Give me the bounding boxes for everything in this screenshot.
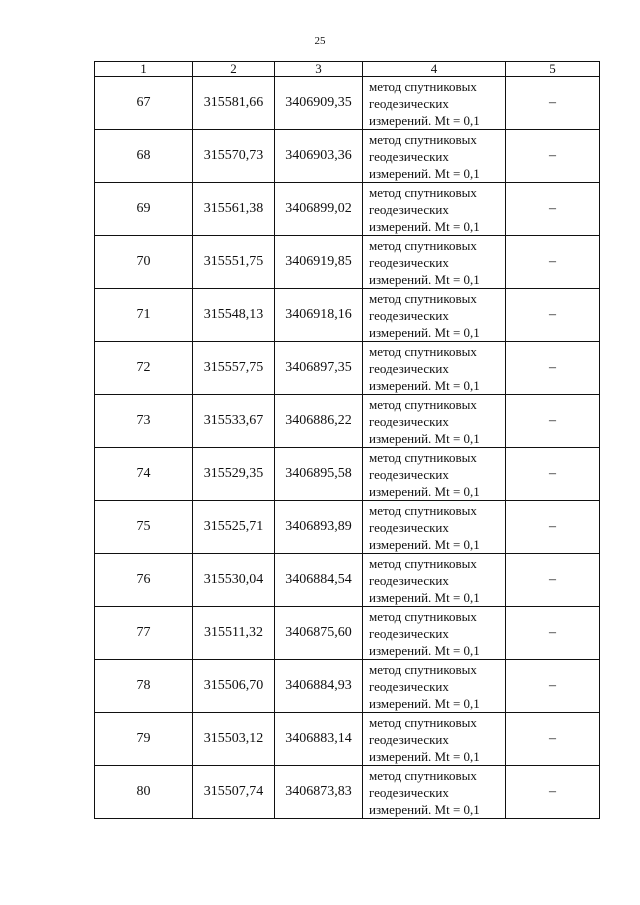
x-coordinate-cell: 315530,04 bbox=[193, 554, 275, 607]
table-body bbox=[95, 77, 600, 819]
coordinates-table bbox=[94, 61, 600, 819]
extra-cell: – bbox=[506, 395, 600, 448]
x-coordinate-cell: 315548,13 bbox=[193, 289, 275, 342]
method-line: измерений. Mt = 0,1 bbox=[369, 324, 480, 340]
method-cell bbox=[363, 501, 506, 554]
x-coordinate-cell: 315561,38 bbox=[193, 183, 275, 236]
extra-cell: – bbox=[506, 448, 600, 501]
extra-cell: – bbox=[506, 501, 600, 554]
y-coordinate-cell: 3406883,14 bbox=[275, 713, 363, 766]
y-coordinate-cell: 3406903,36 bbox=[275, 130, 363, 183]
table-row bbox=[95, 183, 600, 236]
method-cell bbox=[363, 130, 506, 183]
x-coordinate-cell: 315570,73 bbox=[193, 130, 275, 183]
y-coordinate-cell: 3406909,35 bbox=[275, 77, 363, 130]
extra-cell: – bbox=[506, 713, 600, 766]
method-line: геодезических bbox=[369, 784, 449, 800]
y-coordinate-cell: 3406918,16 bbox=[275, 289, 363, 342]
method-line: геодезических bbox=[369, 413, 449, 429]
method-cell bbox=[363, 766, 506, 819]
method-cell bbox=[363, 342, 506, 395]
point-number-cell: 74 bbox=[95, 448, 193, 501]
method-line: геодезических bbox=[369, 254, 449, 270]
method-cell bbox=[363, 448, 506, 501]
extra-cell: – bbox=[506, 130, 600, 183]
method-line: метод спутниковых bbox=[369, 78, 477, 94]
method-line: измерений. Mt = 0,1 bbox=[369, 748, 480, 764]
point-number-cell: 71 bbox=[95, 289, 193, 342]
table-row bbox=[95, 236, 600, 289]
y-coordinate-cell: 3406886,22 bbox=[275, 395, 363, 448]
method-cell bbox=[363, 660, 506, 713]
x-coordinate-cell: 315503,12 bbox=[193, 713, 275, 766]
method-line: метод спутниковых bbox=[369, 237, 477, 253]
extra-cell: – bbox=[506, 660, 600, 713]
column-header: 1 bbox=[95, 62, 193, 77]
method-line: геодезических bbox=[369, 466, 449, 482]
table-row bbox=[95, 77, 600, 130]
method-cell bbox=[363, 183, 506, 236]
method-line: метод спутниковых bbox=[369, 290, 477, 306]
method-line: геодезических bbox=[369, 307, 449, 323]
extra-cell: – bbox=[506, 77, 600, 130]
point-number-cell: 72 bbox=[95, 342, 193, 395]
method-line: метод спутниковых bbox=[369, 555, 477, 571]
point-number-cell: 70 bbox=[95, 236, 193, 289]
method-line: геодезических bbox=[369, 95, 449, 111]
table-row bbox=[95, 713, 600, 766]
y-coordinate-cell: 3406873,83 bbox=[275, 766, 363, 819]
extra-cell: – bbox=[506, 289, 600, 342]
table-row bbox=[95, 501, 600, 554]
extra-cell: – bbox=[506, 342, 600, 395]
point-number-cell: 73 bbox=[95, 395, 193, 448]
method-cell bbox=[363, 77, 506, 130]
method-line: измерений. Mt = 0,1 bbox=[369, 642, 480, 658]
method-line: геодезических bbox=[369, 201, 449, 217]
method-cell bbox=[363, 554, 506, 607]
extra-cell: – bbox=[506, 554, 600, 607]
page-number: 25 bbox=[314, 35, 326, 47]
method-cell bbox=[363, 607, 506, 660]
table-row bbox=[95, 342, 600, 395]
method-line: метод спутниковых bbox=[369, 343, 477, 359]
method-line: метод спутниковых bbox=[369, 184, 477, 200]
point-number-cell: 75 bbox=[95, 501, 193, 554]
method-line: метод спутниковых bbox=[369, 714, 477, 730]
x-coordinate-cell: 315557,75 bbox=[193, 342, 275, 395]
method-line: измерений. Mt = 0,1 bbox=[369, 377, 480, 393]
table-row bbox=[95, 395, 600, 448]
column-header: 5 bbox=[506, 62, 600, 77]
method-line: метод спутниковых bbox=[369, 767, 477, 783]
method-line: измерений. Mt = 0,1 bbox=[369, 589, 480, 605]
point-number-cell: 80 bbox=[95, 766, 193, 819]
y-coordinate-cell: 3406884,54 bbox=[275, 554, 363, 607]
method-line: измерений. Mt = 0,1 bbox=[369, 430, 480, 446]
method-line: метод спутниковых bbox=[369, 449, 477, 465]
method-cell bbox=[363, 236, 506, 289]
point-number-cell: 67 bbox=[95, 77, 193, 130]
method-line: метод спутниковых bbox=[369, 661, 477, 677]
method-line: геодезических bbox=[369, 148, 449, 164]
column-header: 3 bbox=[275, 62, 363, 77]
method-line: метод спутниковых bbox=[369, 608, 477, 624]
method-line: геодезических bbox=[369, 731, 449, 747]
y-coordinate-cell: 3406899,02 bbox=[275, 183, 363, 236]
point-number-cell: 78 bbox=[95, 660, 193, 713]
method-line: измерений. Mt = 0,1 bbox=[369, 112, 480, 128]
y-coordinate-cell: 3406895,58 bbox=[275, 448, 363, 501]
point-number-cell: 77 bbox=[95, 607, 193, 660]
y-coordinate-cell: 3406875,60 bbox=[275, 607, 363, 660]
column-header: 4 bbox=[363, 62, 506, 77]
method-cell bbox=[363, 713, 506, 766]
point-number-cell: 69 bbox=[95, 183, 193, 236]
method-line: геодезических bbox=[369, 572, 449, 588]
method-line: метод спутниковых bbox=[369, 131, 477, 147]
x-coordinate-cell: 315529,35 bbox=[193, 448, 275, 501]
x-coordinate-cell: 315533,67 bbox=[193, 395, 275, 448]
method-line: геодезических bbox=[369, 360, 449, 376]
method-line: измерений. Mt = 0,1 bbox=[369, 218, 480, 234]
table-row bbox=[95, 448, 600, 501]
point-number-cell: 76 bbox=[95, 554, 193, 607]
method-line: метод спутниковых bbox=[369, 502, 477, 518]
extra-cell: – bbox=[506, 183, 600, 236]
method-line: измерений. Mt = 0,1 bbox=[369, 483, 480, 499]
point-number-cell: 79 bbox=[95, 713, 193, 766]
method-line: измерений. Mt = 0,1 bbox=[369, 165, 480, 181]
table-row bbox=[95, 766, 600, 819]
method-line: измерений. Mt = 0,1 bbox=[369, 801, 480, 817]
method-line: геодезических bbox=[369, 519, 449, 535]
y-coordinate-cell: 3406919,85 bbox=[275, 236, 363, 289]
y-coordinate-cell: 3406897,35 bbox=[275, 342, 363, 395]
method-line: геодезических bbox=[369, 625, 449, 641]
extra-cell: – bbox=[506, 607, 600, 660]
table-header-row bbox=[95, 62, 600, 77]
method-cell bbox=[363, 289, 506, 342]
y-coordinate-cell: 3406893,89 bbox=[275, 501, 363, 554]
method-cell bbox=[363, 395, 506, 448]
method-line: измерений. Mt = 0,1 bbox=[369, 536, 480, 552]
x-coordinate-cell: 315551,75 bbox=[193, 236, 275, 289]
x-coordinate-cell: 315525,71 bbox=[193, 501, 275, 554]
table-row bbox=[95, 607, 600, 660]
extra-cell: – bbox=[506, 236, 600, 289]
method-line: метод спутниковых bbox=[369, 396, 477, 412]
table-row bbox=[95, 554, 600, 607]
method-line: геодезических bbox=[369, 678, 449, 694]
y-coordinate-cell: 3406884,93 bbox=[275, 660, 363, 713]
table-row bbox=[95, 289, 600, 342]
table-row bbox=[95, 660, 600, 713]
extra-cell: – bbox=[506, 766, 600, 819]
table-row bbox=[95, 130, 600, 183]
method-line: измерений. Mt = 0,1 bbox=[369, 271, 480, 287]
column-header: 2 bbox=[193, 62, 275, 77]
method-line: измерений. Mt = 0,1 bbox=[369, 695, 480, 711]
point-number-cell: 68 bbox=[95, 130, 193, 183]
x-coordinate-cell: 315511,32 bbox=[193, 607, 275, 660]
x-coordinate-cell: 315506,70 bbox=[193, 660, 275, 713]
x-coordinate-cell: 315581,66 bbox=[193, 77, 275, 130]
x-coordinate-cell: 315507,74 bbox=[193, 766, 275, 819]
